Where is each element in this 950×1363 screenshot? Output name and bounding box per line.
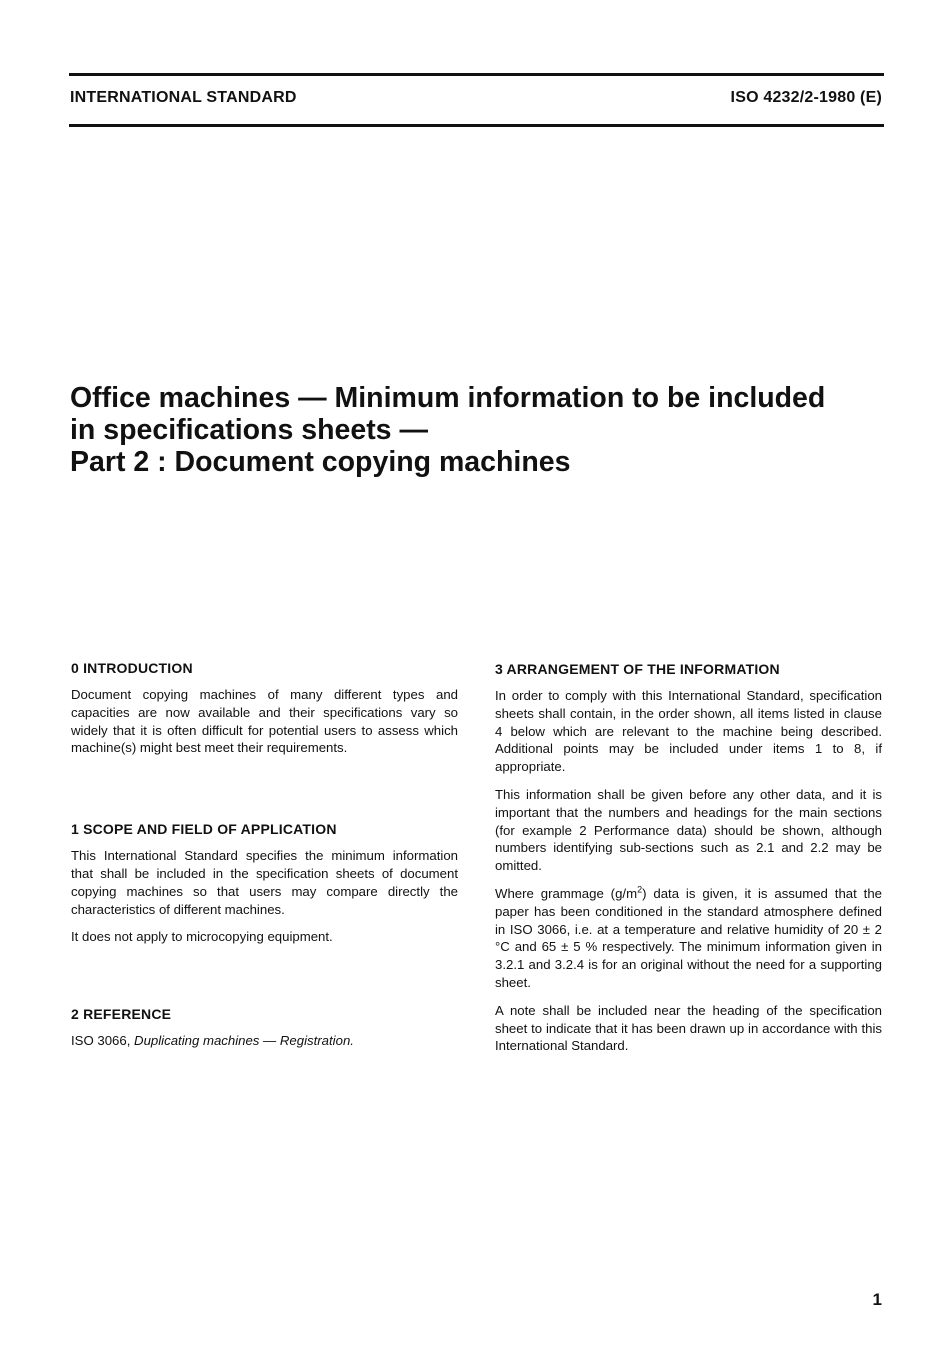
section-reference bbox=[71, 1006, 458, 1050]
introduction-heading: 0 INTRODUCTION bbox=[71, 660, 193, 676]
grammage-text-end: ) data is given, it is assumed that the paper has been conditioned in the standard atmosphere defined in ISO 3066, i.e. at a temperature and relative humidity of 20 ± 2 °C and 65 ± 5 % respectively. The minimum information given in 3.2.1 and 3.2.4 is for an original without the need for a supporting sheet. bbox=[495, 885, 883, 990]
arrangement-paragraph-3 bbox=[495, 885, 882, 992]
grammage-superscript: 2 bbox=[637, 884, 643, 895]
right-column bbox=[495, 661, 882, 1065]
page-number: 1 bbox=[872, 1290, 882, 1309]
header-label: INTERNATIONAL STANDARD bbox=[70, 89, 297, 106]
section-arrangement bbox=[495, 661, 882, 1055]
arrangement-paragraph-4: A note shall be included near the heading of the specification sheet to indicate that it has been drawn up in accordance with this International Standard. bbox=[495, 1002, 882, 1054]
section-introduction bbox=[71, 660, 458, 757]
reference-code: ISO 3066, bbox=[71, 1033, 135, 1049]
header-bottom-rule bbox=[69, 124, 884, 127]
title-line-1: Office machines — Minimum information to be included bbox=[70, 382, 826, 414]
section-scope bbox=[71, 821, 458, 946]
scope-paragraph-1: This International Standard specifies the minimum information that shall be included in the specification sheets of document copying machines so that users may compare directly the characteristics of different machines. bbox=[71, 848, 458, 917]
scope-heading: 1 SCOPE AND FIELD OF APPLICATION bbox=[71, 821, 337, 838]
title-line-3: Part 2 : Document copying machines bbox=[70, 446, 571, 478]
title-line-2: in specifications sheets — bbox=[70, 414, 428, 446]
left-column bbox=[71, 660, 458, 1060]
introduction-paragraph: Document copying machines of many different types and capacities are now available and their specifications vary so widely that it is often difficult for potential users to assess which machine(s) might best meet their requirements. bbox=[71, 687, 458, 756]
standard-number: ISO 4232/2-1980 (E) bbox=[730, 89, 882, 106]
scope-paragraph-2: It does not apply to microcopying equipment. bbox=[71, 929, 333, 945]
grammage-text-start: Where grammage (g/m bbox=[495, 885, 638, 901]
reference-heading: 2 REFERENCE bbox=[71, 1006, 172, 1023]
reference-title: Duplicating machines — Registration. bbox=[134, 1033, 354, 1049]
header-top-rule bbox=[69, 73, 884, 76]
arrangement-paragraph-1: In order to comply with this International Standard, specification sheets shall contain, in the order shown, all items listed in clause 4 below which are relevant to the machine being described. Additional points may be included under items 1 to 8, if appropriate. bbox=[495, 688, 882, 775]
reference-paragraph bbox=[71, 1032, 458, 1050]
document-title bbox=[70, 382, 890, 478]
arrangement-paragraph-2: This information shall be given before any other data, and it is important that the numbers and headings for the main sections (for example 2 Performance data) should be shown, although numbers identifying sub-sections such as 2.1 and 2.2 may be omitted. bbox=[495, 786, 882, 874]
arrangement-heading: 3 ARRANGEMENT OF THE INFORMATION bbox=[495, 661, 780, 677]
